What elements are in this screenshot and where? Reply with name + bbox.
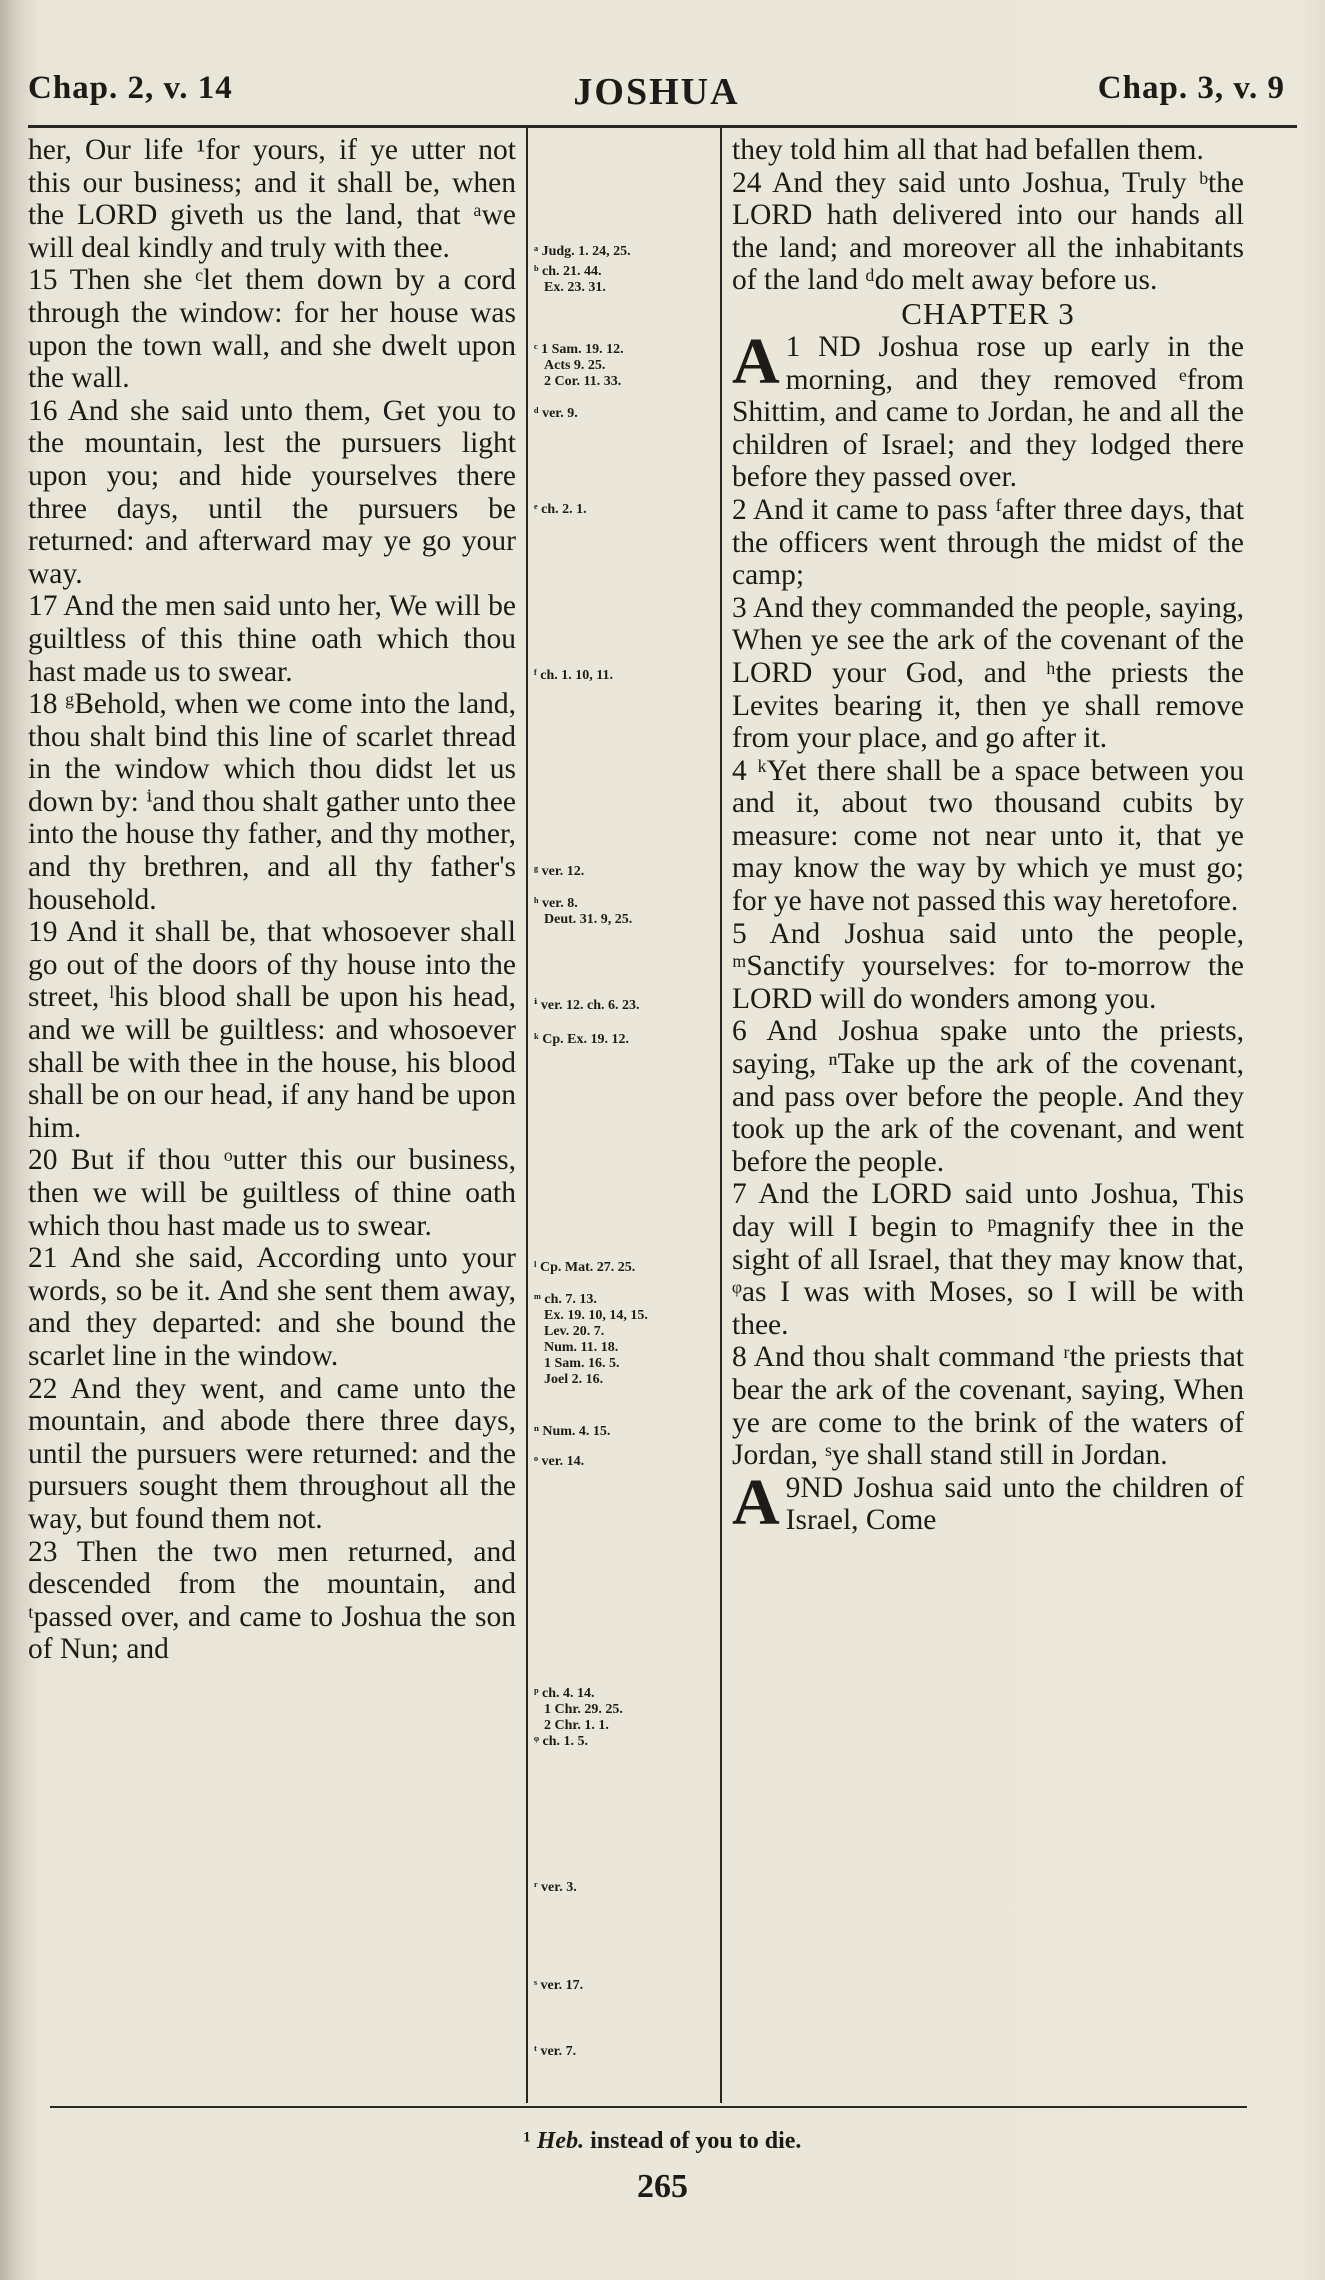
verse-paragraph: 19 And it shall be, that whosoever shall go out of the doors of thy house into the street, ˡhis blood shall be upon his head, and we will be guiltless: and whosoever shall be with thee in the house, his blood shall be on our head, if any hand be upon him. bbox=[28, 916, 516, 1144]
column-divider-right bbox=[720, 128, 722, 2103]
cross-reference: ᶜ 1 Sam. 19. 12. bbox=[534, 342, 624, 357]
chapter-heading: CHAPTER 3 bbox=[901, 295, 1075, 331]
header-left: Chap. 2, v. 14 bbox=[28, 70, 233, 106]
cross-reference: ˢ ver. 17. bbox=[534, 1978, 584, 1993]
verse-paragraph: 22 And they went, and came unto the mountain, and abode there three days, until the pursuers were returned: and the pursuers sought them throughout all the way, but found them not. bbox=[28, 1372, 516, 1535]
cross-reference: 1 Sam. 16. 5. bbox=[544, 1356, 620, 1371]
verse-number: 9 bbox=[785, 1471, 801, 1504]
column-divider-left bbox=[526, 128, 528, 2103]
cross-reference: 2 Cor. 11. 33. bbox=[544, 374, 622, 389]
cross-reference: ᵃ Judg. 1. 24, 25. bbox=[534, 244, 631, 259]
verse-text: ND Joshua said unto the children of Israel, Come bbox=[785, 1471, 1244, 1537]
header-rule bbox=[28, 125, 1297, 128]
verse-paragraph: 7 And the LORD said unto Joshua, This day will I begin to ᵖmagnify thee in the sight of all Israel, that they may know that, ᵠas I was with Moses, so I will be with thee. bbox=[732, 1178, 1244, 1341]
verse-paragraph: 4 ᵏYet there shall be a space between you and it, about two thousand cubits by measure: come not near unto it, that ye may know the way by which ye must go; for ye have not passed this way heretofore. bbox=[732, 754, 1244, 918]
cross-reference: ᶠ ch. 1. 10, 11. bbox=[534, 668, 613, 683]
verse-text: ND Joshua rose up early in the morning, and they removed ᵉfrom Shittim, and came to Jordan, he and all the children of Israel; and they lodged there before they passed over. bbox=[732, 330, 1244, 494]
cross-reference: Ex. 23. 31. bbox=[544, 280, 606, 295]
cross-reference: ʰ ver. 8. bbox=[534, 896, 578, 911]
verse-paragraph: 23 Then the two men returned, and descended from the mountain, and ᵗpassed over, and came to Joshua the son of Nun; and bbox=[28, 1535, 516, 1666]
verse-paragraph: 3 And they commanded the people, saying, When ye see the ark of the covenant of the LORD your God, and ʰthe priests the Levites bearing it, then ye shall remove from your place, and go after it. bbox=[732, 591, 1244, 755]
cross-reference: ᵖ ch. 4. 14. bbox=[534, 1686, 595, 1701]
verse-paragraph: her, Our life ¹for yours, if ye utter not this our business; and it shall be, when the LORD giveth us the land, that ᵃwe will deal kindly and truly with thee. bbox=[28, 134, 516, 264]
cross-reference: ᵒ ver. 14. bbox=[534, 1454, 585, 1469]
page-number: 265 bbox=[637, 2168, 688, 2205]
cross-reference: ⁱ ver. 12. ch. 6. 23. bbox=[534, 998, 640, 1013]
cross-reference: ᵍ ver. 12. bbox=[534, 864, 585, 879]
footnote-rule bbox=[50, 2106, 1247, 2108]
verse-paragraph: 17 And the men said unto her, We will be guiltless of this thine oath which thou hast made us to swear. bbox=[28, 590, 516, 688]
header-book-title: JOSHUA bbox=[573, 71, 740, 113]
header-right: Chap. 3, v. 9 bbox=[1097, 70, 1285, 106]
left-text-column bbox=[28, 134, 516, 1666]
drop-cap: A bbox=[732, 1465, 780, 1539]
verse-paragraph: 21 And she said, According unto your words, so be it. And she sent them away, and they departed: and she bound the scarlet line in the window. bbox=[28, 1242, 516, 1372]
verse-paragraph: 2 And it came to pass ᶠafter three days, that the officers went through the midst of the camp; bbox=[732, 493, 1244, 592]
verse-paragraph: 20 But if thou ᵒutter this our business, then we will be guiltless of thine oath which thou hast made us to swear. bbox=[28, 1144, 516, 1242]
cross-reference: ᵠ ch. 1. 5. bbox=[534, 1734, 588, 1749]
verse-paragraph: 8 And thou shalt command ʳthe priests that bear the ark of the covenant, saying, When ye are come to the brink of the waters of Jordan, ˢye shall stand still in Jordan. bbox=[732, 1341, 1244, 1472]
verse-paragraph: 5 And Joshua said unto the people, ᵐSanctify yourselves: for to-morrow the LORD will do wonders among you. bbox=[732, 917, 1244, 1015]
cross-reference: Ex. 19. 10, 14, 15. bbox=[544, 1308, 648, 1323]
cross-reference: ᵇ ch. 21. 44. bbox=[534, 264, 602, 279]
cross-reference: Deut. 31. 9, 25. bbox=[544, 912, 633, 927]
verse-paragraph: 16 And she said unto them, Get you to the mountain, lest the pursuers light upon you; and hide yourselves there three days, until the pursuers be returned: and afterward may ye go your way. bbox=[28, 394, 516, 590]
footnote-marker: ¹ bbox=[523, 2128, 531, 2154]
verse-paragraph: 24 And they said unto Joshua, Truly ᵇthe LORD hath delivered into our hands all the land; and moreover all the inhabitants of the land ᵈdo melt away before us. bbox=[732, 166, 1244, 297]
cross-reference: Acts 9. 25. bbox=[544, 358, 606, 373]
cross-reference: Joel 2. 16. bbox=[544, 1372, 604, 1387]
verse-number: 1 bbox=[785, 330, 801, 363]
verse-paragraph: they told him all that had befallen them. bbox=[732, 134, 1204, 166]
verse-paragraph: 15 Then she ᶜlet them down by a cord through the window: for her house was upon the town wall, and she dwelt upon the wall. bbox=[28, 264, 516, 395]
cross-reference: ᵗ ver. 7. bbox=[534, 2044, 577, 2059]
cross-reference: ᵏ Cp. Ex. 19. 12. bbox=[534, 1032, 629, 1047]
right-text-column bbox=[732, 134, 1244, 1537]
cross-reference: ᵐ ch. 7. 13. bbox=[534, 1292, 597, 1307]
cross-reference: ˡ Cp. Mat. 27. 25. bbox=[534, 1260, 636, 1275]
verse-paragraph-chapter-opening bbox=[732, 324, 1244, 494]
cross-reference: ⁿ Num. 4. 15. bbox=[534, 1424, 611, 1439]
footnote-label: Heb. bbox=[536, 2128, 585, 2154]
cross-reference: 1 Chr. 29. 25. bbox=[544, 1702, 623, 1717]
running-header bbox=[28, 70, 1285, 120]
cross-reference: Lev. 20. 7. bbox=[544, 1324, 605, 1339]
verse-paragraph: 18 ᵍBehold, when we come into the land, thou shalt bind this line of scarlet thread in the window which thou didst let us down by: ⁱand thou shalt gather unto thee into the house thy father, and thy mother, and thy brethren, and all thy father's household. bbox=[28, 688, 516, 916]
drop-cap: A bbox=[732, 324, 780, 398]
verse-paragraph-paragraph-mark bbox=[732, 1465, 1244, 1539]
cross-reference: ʳ ver. 3. bbox=[534, 1880, 577, 1895]
verse-paragraph: 6 And Joshua spake unto the priests, saying, ⁿTake up the ark of the covenant, and pass over before the people. And they took up the ark of the covenant, and went before the people. bbox=[732, 1015, 1244, 1178]
footnote-text: instead of you to die. bbox=[590, 2128, 802, 2154]
cross-reference: ᵈ ver. 9. bbox=[534, 406, 578, 421]
cross-reference: Num. 11. 18. bbox=[544, 1340, 619, 1355]
cross-reference: ᵉ ch. 2. 1. bbox=[534, 502, 587, 517]
footnote bbox=[0, 2128, 1325, 2155]
cross-reference-column bbox=[534, 134, 714, 2094]
cross-reference: 2 Chr. 1. 1. bbox=[544, 1718, 609, 1733]
